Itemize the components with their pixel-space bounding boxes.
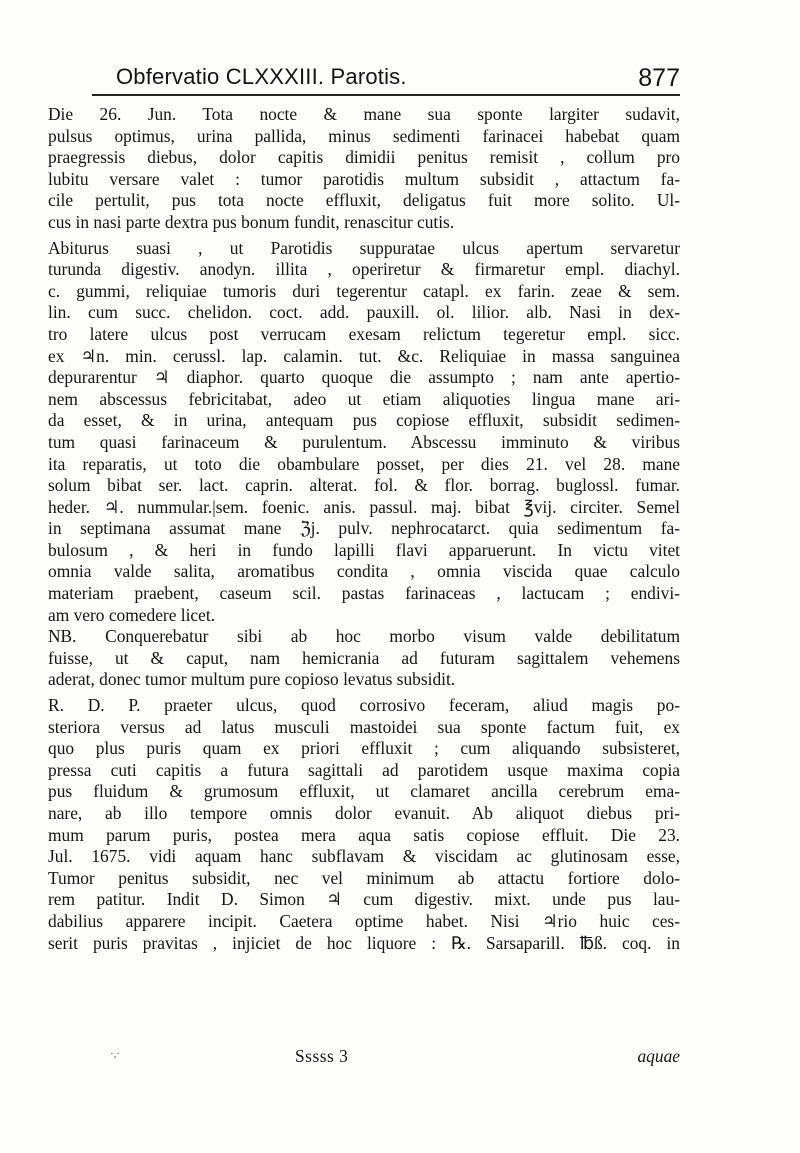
text-line: cile pertulit, pus tota nocte effluxit, deligatus fuit more solito. Ul- xyxy=(48,190,680,211)
text-line: lin. cum succ. chelidon. coct. add. pauxill. ol. lilior. alb. Nasi in dex- xyxy=(48,302,680,323)
observation-text xyxy=(48,104,680,954)
text-line: heder. ♃. nummular.|sem. foenic. anis. passul. maj. bibat ℥vij. circiter. Semel xyxy=(48,496,680,517)
text-line: depurarentur ♃ diaphor. quarto quoque die assumpto ; nam ante apertio- xyxy=(48,367,680,388)
text-line: ex ♃n. min. cerussl. lap. calamin. tut. &c. Reliquiae in massa sanguinea xyxy=(48,345,680,366)
catchword: aquae xyxy=(637,1046,680,1066)
text-line: c. gummi, reliquiae tumoris duri tegerentur catapl. ex farin. zeae & sem. xyxy=(48,280,680,301)
text-line: lubitu versare valet : tumor parotidis multum subsidit , attactum fa- xyxy=(48,168,680,189)
text-line: Die 26. Jun. Tota nocte & mane sua sponte largiter sudavit, xyxy=(48,104,680,124)
text-line: rem patitur. Indit D. Simon ♃ cum digestiv. mixt. unde pus lau- xyxy=(48,889,680,910)
text-line: R. D. P. praeter ulcus, quod corrosivo feceram, aliud magis po- xyxy=(48,695,680,716)
text-line: pus fluidum & grumosum effluxit, ut clamaret ancilla cerebrum ema- xyxy=(48,781,680,802)
text-line: ita reparatis, ut toto die obambulare posset, per dies 21. vel 28. mane xyxy=(48,453,680,474)
text-line: omnia valde salita, aromatibus condita , omnia viscida quae calculo xyxy=(48,561,680,582)
text-line: Jul. 1675. vidi aquam hanc subflavam & viscidam ac glutinosam esse, xyxy=(48,846,680,867)
text-line: NB. Conquerebatur sibi ab hoc morbo visum valde debilitatum xyxy=(48,626,680,647)
text-line: dabilius apparere incipit. Caetera optime habet. Nisi ♃rio huic ces- xyxy=(48,910,680,931)
text-line: Tumor penitus subsidit, nec vel minimum ab attactu fortiore dolo- xyxy=(48,867,680,888)
text-line: materiam praebent, caseum scil. pastas farinaceas , lactucam ; endivi- xyxy=(48,583,680,604)
text-line: pressa cuti capitis a futura sagittali ad parotidem usque maxima copia xyxy=(48,759,680,780)
text-line: nare, ab illo tempore omnis dolor evanuit. Ab aliquot diebus pri- xyxy=(48,803,680,823)
text-line: steriora versus ad latus musculi mastoidei sua sponte factum fuit, ex xyxy=(48,716,680,737)
text-line: da esset, & in urina, antequam pus copiose effluxit, subsidit sedimen- xyxy=(48,410,680,431)
text-line: turunda digestiv. anodyn. illita , operiretur & firmaretur empl. diachyl. xyxy=(48,259,680,280)
text-line: tum quasi farinaceum & purulentum. Abscessu imminuto & viribus xyxy=(48,431,680,452)
text-line: in septimana assumat mane ℨj. pulv. nephrocatarct. quia sedimentum fa- xyxy=(48,518,680,539)
text-line: tro latere ulcus post verrucam exesam relictum tegeretur empl. sicc. xyxy=(48,323,680,344)
running-head: Obfervatio CLXXXIII. Parotis. xyxy=(116,64,407,89)
text-line: cus in nasi parte dextra pus bonum fundit, renascitur cutis. xyxy=(48,211,455,232)
text-line: Abiturus suasi , ut Parotidis suppuratae ulcus apertum servaretur xyxy=(48,237,680,258)
text-line: aderat, donec tumor multum pure copioso levatus subsidit. xyxy=(48,669,456,690)
text-line: fuisse, ut & caput, nam hemicrania ad futuram sagittalem vehemens xyxy=(48,647,680,668)
text-line: bulosum , & heri in fundo lapilli flavi apparuerunt. In victu vitet xyxy=(48,539,680,560)
text-line: pulsus optimus, urina pallida, minus sedimenti farinacei habebat quam xyxy=(48,125,680,146)
text-line: quo plus puris quam ex priori effluxit ; cum aliquando subsisteret, xyxy=(48,738,680,759)
text-line: am vero comedere licet. xyxy=(48,604,216,625)
text-line: solum bibat ser. lact. caprin. alterat. fol. & flor. borrag. buglossl. fumar. xyxy=(48,475,680,496)
page-footer xyxy=(48,1046,680,1068)
page-header xyxy=(92,64,680,104)
text-line: nem abscessus febricitabat, adeo ut etiam aliquoties lingua mane ari- xyxy=(48,388,680,409)
signature-mark: Sssss 3 xyxy=(295,1046,349,1066)
text-line: praegressis diebus, dolor capitis dimidii penitus remisit , collum pro xyxy=(48,147,680,168)
header-rule xyxy=(92,94,680,96)
page-number: 877 xyxy=(638,64,680,92)
text-line: mum parum puris, postea mera aqua satis copiose effluit. Die 23. xyxy=(48,824,680,845)
printer-mark: ·,· xyxy=(110,1048,121,1060)
text-line: serit puris pravitas , injiciet de hoc liquore : ℞. Sarsaparill. ℔ß. coq. in xyxy=(48,932,680,953)
